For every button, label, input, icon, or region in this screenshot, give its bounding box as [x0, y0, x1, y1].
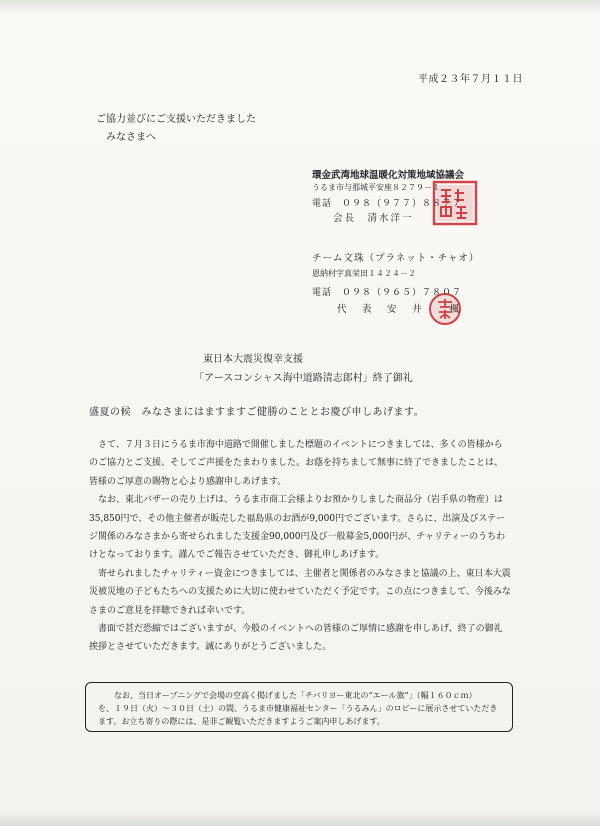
- sender2-org: チーム文珠（プラネット・チャオ）: [312, 253, 480, 264]
- sender2-representative: 代 表 安 井 楓: [337, 304, 463, 315]
- sender1-representative: 会長 清水洋一: [333, 213, 414, 224]
- red-square-seal-icon: [432, 180, 478, 226]
- letter-title-line-1: 東日本大震災復幸支援: [203, 354, 303, 365]
- body-paragraph-4: 書面で甚だ恐縮ではございますが、今般のイベントへの皆様のご厚情に感謝を申しあげ、終了の御礼挨拶とさせていただきます。誠にありがとうございました。: [89, 624, 503, 653]
- red-round-seal-icon: [428, 292, 462, 326]
- sender2-address: 恩納村字真栄田１４２４－２: [312, 269, 416, 278]
- sender1-tel: 電話 ０９８（９７７）８８７７: [312, 199, 463, 209]
- body-paragraph-2: なお、東北バザーの売り上げは、うるま市商工会様よりお預かりしました商品分（岩手県の物産）は35,850円で、その他主催者が販売した福島県のお酒が9,000円でございます。さらに、出演及びステージ関係のみなさまから寄せられました支援金90,000円及び一般募金5,000円が、チャリティーのうちわけとなっております。謹んでご報告させていただき、御礼申しあげます。: [89, 495, 506, 561]
- exhibition-notice-box: [85, 682, 513, 732]
- seasonal-greeting: 盛夏の候 みなさまにはますますご健勝のこととお慶び申しあげます。: [89, 407, 425, 418]
- scan-shadow-bottom: [0, 812, 600, 826]
- body-paragraph-1: さて、７月３日にうるま市海中道路で開催しました標題のイベントにつきましては、多くの皆様からのご協力とご支援、そしてご声援をたまわりました。お蔭を持ちまして無事に終了できましたことは、皆様のご厚意の賜物と心より感謝申しあげます。: [89, 440, 504, 487]
- recipient-line-1: ご協力並びにご支援いただきました: [96, 114, 256, 125]
- sender1-address: うるま市与那城平安座８２７９－１: [312, 183, 440, 192]
- sender2-tel: 電話 ０９８（９６５）７８０７: [312, 288, 463, 298]
- letter-body: [89, 436, 511, 657]
- recipient-line-2: みなさまへ: [106, 132, 156, 143]
- notice-line-2: を、１９日（火）～３０日（土）の間、うるま市健康福祉センター「うるみん」のロビーに展示させていただきます。お立ち寄りの際には、是非ご観覧いただきますようご案内申しあげます。: [98, 704, 498, 726]
- sender1-org: 環金武湾地球温暖化対策地域協議会: [312, 170, 465, 181]
- letter-title-line-2: 「アースコンシャス海中道路清志郎村」終了御礼: [194, 373, 413, 384]
- letter-date: 平成２３年７月１１日: [418, 74, 523, 85]
- body-paragraph-3: 寄せられましたチャリティー資金につきましては、主催者と関係者のみなさまと協議の上、東日本大震災被災地の子どもたちへの支援ために大切に使わせていただく予定です。この点につきまして、今後みなさまのご意見を拝聴できれば幸いです。: [89, 568, 511, 616]
- scan-shadow-top: [0, 0, 600, 14]
- notice-line-1: なお、当日オープニングで会場の空高く掲げました「チバリヨー東北の“エール旗”」（幅１６０ｃｍ）: [114, 691, 477, 700]
